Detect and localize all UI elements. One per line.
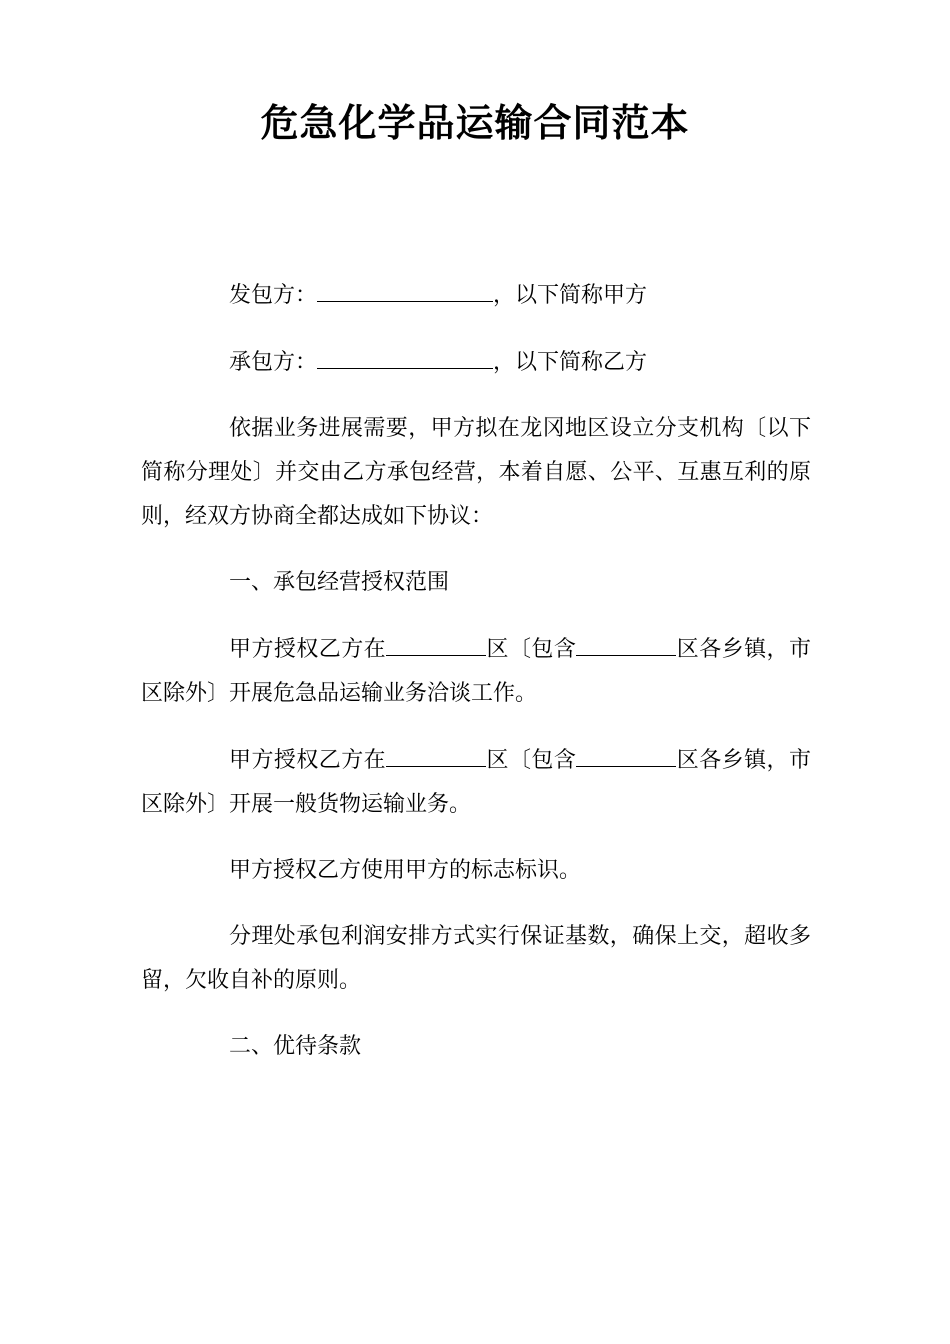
document-title: 危急化学品运输合同范本 [260, 101, 690, 145]
section-1-heading: 一、承包经营授权范围 [229, 570, 450, 595]
clause-1-blank-2 [576, 627, 676, 656]
clause-2-text-b: 区〔包含 [486, 748, 577, 773]
clause-1-blank-1 [386, 627, 486, 656]
clause-1-text-a: 甲方授权乙方在 [229, 637, 387, 662]
party-b-blank [317, 340, 493, 369]
clause-1-paragraph [141, 627, 811, 716]
section-2-heading: 二、优待条款 [229, 1034, 362, 1059]
party-b-suffix: ，以下简称乙方 [493, 350, 648, 375]
clause-2-text-a: 甲方授权乙方在 [229, 748, 387, 773]
party-a-suffix: ，以下简称甲方 [493, 283, 648, 308]
clause-3-paragraph: 甲方授权乙方使用甲方的标志标识。 [229, 858, 582, 883]
clause-2-blank-1 [386, 738, 486, 767]
party-a-blank [317, 273, 493, 302]
clause-1-text-b: 区〔包含 [486, 637, 577, 662]
party-a-line [141, 273, 811, 318]
clause-1-text-c: 区各乡镇，市区除外〕开展危急品运输业务洽谈工作。 [141, 637, 811, 706]
party-a-label: 发包方： [229, 283, 318, 308]
clause-4-paragraph: 分理处承包利润安排方式实行保证基数，确保上交，超收多留，欠收自补的原则。 [141, 924, 811, 993]
party-b-line [141, 340, 811, 385]
clause-2-text-c: 区各乡镇，市区除外〕开展一般货物运输业务。 [141, 748, 811, 817]
document-body [141, 273, 811, 1091]
clause-2-paragraph [141, 738, 811, 827]
preamble-paragraph: 依据业务进展需要，甲方拟在龙冈地区设立分支机构〔以下简称分理处〕并交由乙方承包经营，本着自愿、公平、互惠互利的原则，经双方协商全都达成如下协议： [141, 416, 811, 529]
clause-2-blank-2 [576, 738, 676, 767]
party-b-label: 承包方： [229, 350, 318, 375]
